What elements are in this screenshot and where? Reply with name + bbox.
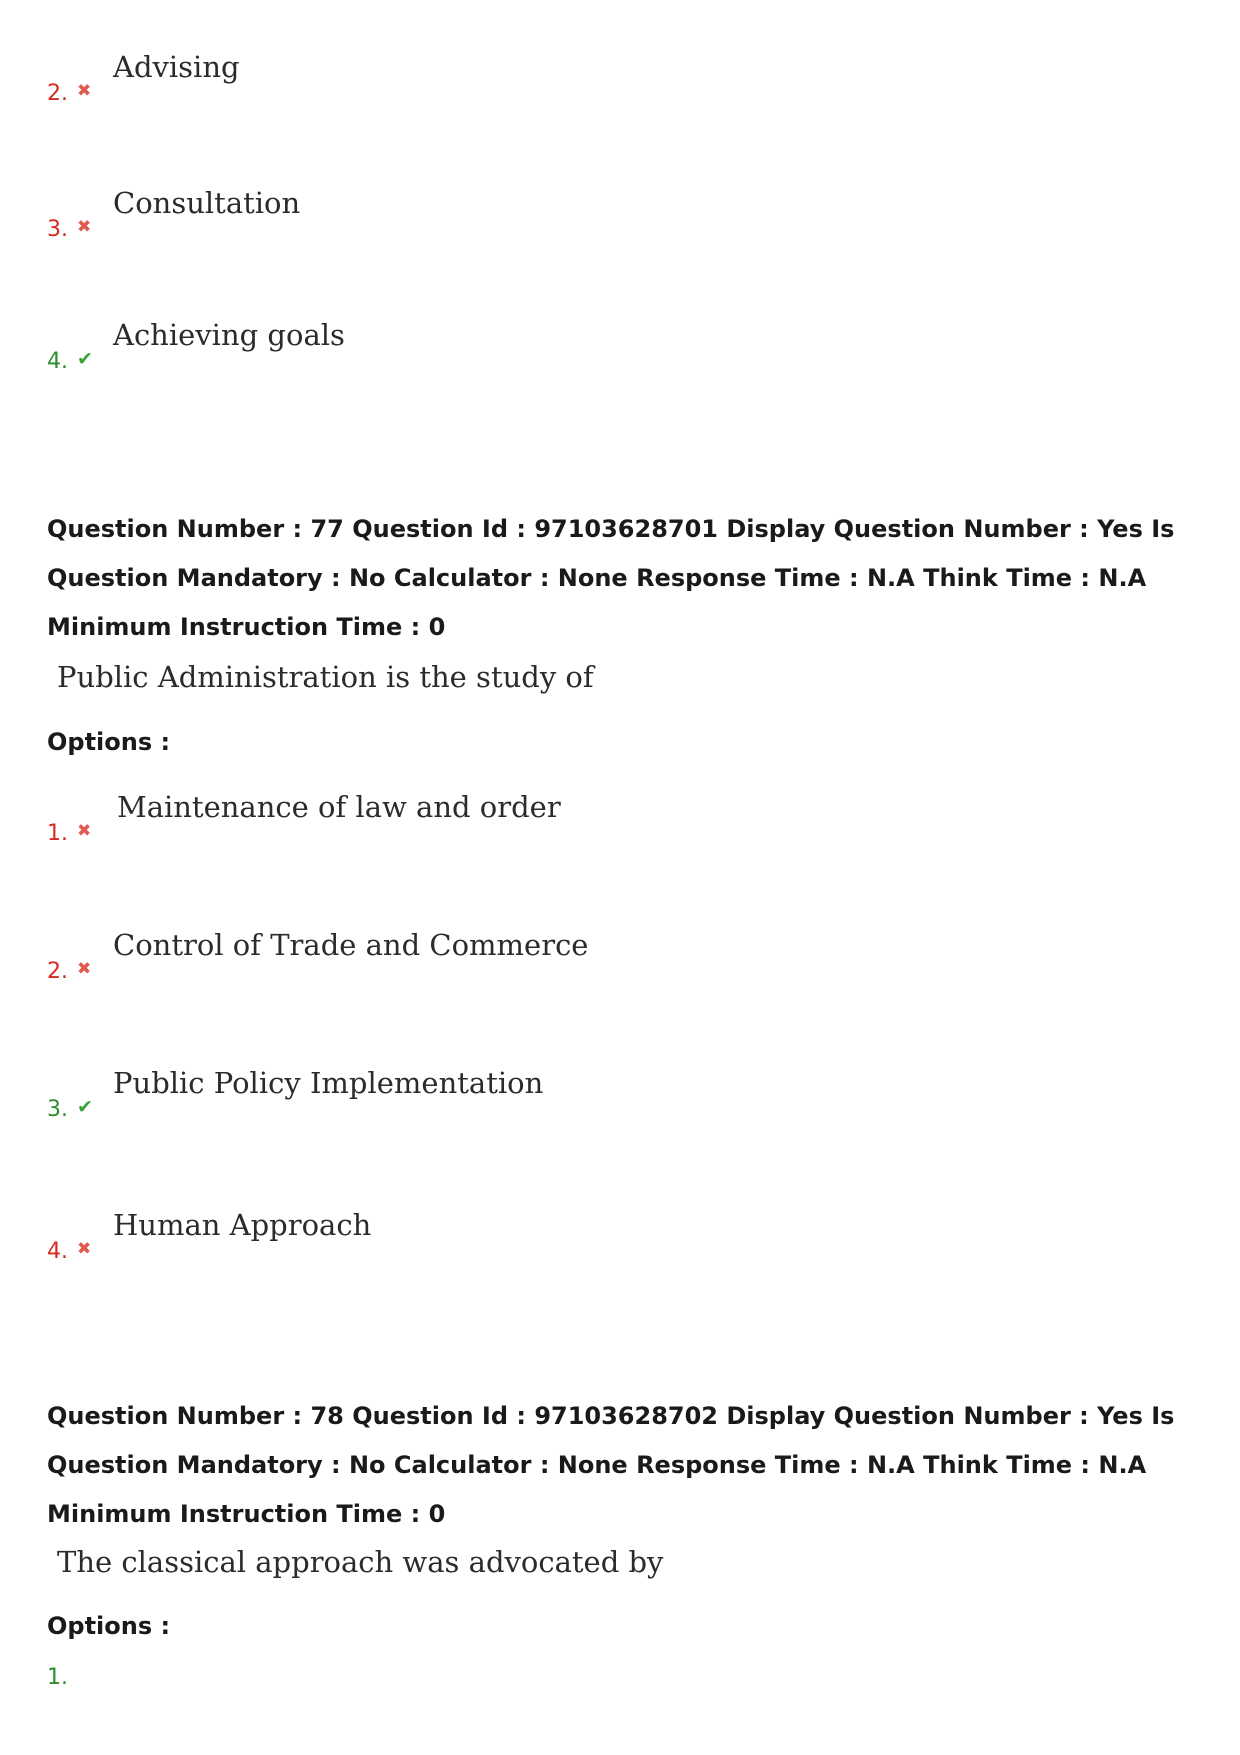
cross-icon: ✖ (77, 81, 92, 101)
option-number: 2. (47, 81, 68, 106)
option-text: Control of Trade and Commerce (113, 928, 589, 962)
options-label: Options : (47, 1612, 171, 1640)
option-number: 1. (47, 821, 68, 846)
cross-icon: ✖ (77, 821, 92, 841)
option-number: 4. (47, 349, 68, 374)
option-text: Human Approach (113, 1208, 372, 1242)
cross-icon: ✖ (77, 217, 92, 237)
option-number: 4. (47, 1239, 68, 1264)
option-text: Consultation (113, 186, 301, 220)
question-text: The classical approach was advocated by (57, 1545, 664, 1579)
option-number: 3. (47, 1097, 68, 1122)
option-text: Achieving goals (113, 318, 345, 352)
option-text: Advising (113, 50, 240, 84)
option-text: Maintenance of law and order (117, 790, 561, 824)
cross-icon: ✖ (77, 1239, 92, 1259)
check-icon: ✔ (77, 348, 93, 370)
cross-icon: ✖ (77, 959, 92, 979)
check-icon: ✔ (77, 1096, 93, 1118)
option-number: 2. (47, 959, 68, 984)
option-number: 1. (47, 1665, 68, 1690)
question-metadata: Question Number : 78 Question Id : 97103628702 Display Question Number : Yes Is Question Mandatory : No Calculator : None Response Time : N.A Think Time : N.A Minimum Instruction Time : 0 (47, 1402, 1175, 1528)
options-label: Options : (47, 728, 171, 756)
option-number: 3. (47, 217, 68, 242)
option-text: Public Policy Implementation (113, 1066, 544, 1100)
question-metadata: Question Number : 77 Question Id : 97103628701 Display Question Number : Yes Is Question Mandatory : No Calculator : None Response Time : N.A Think Time : N.A Minimum Instruction Time : 0 (47, 515, 1175, 641)
question-text: Public Administration is the study of (57, 660, 594, 694)
